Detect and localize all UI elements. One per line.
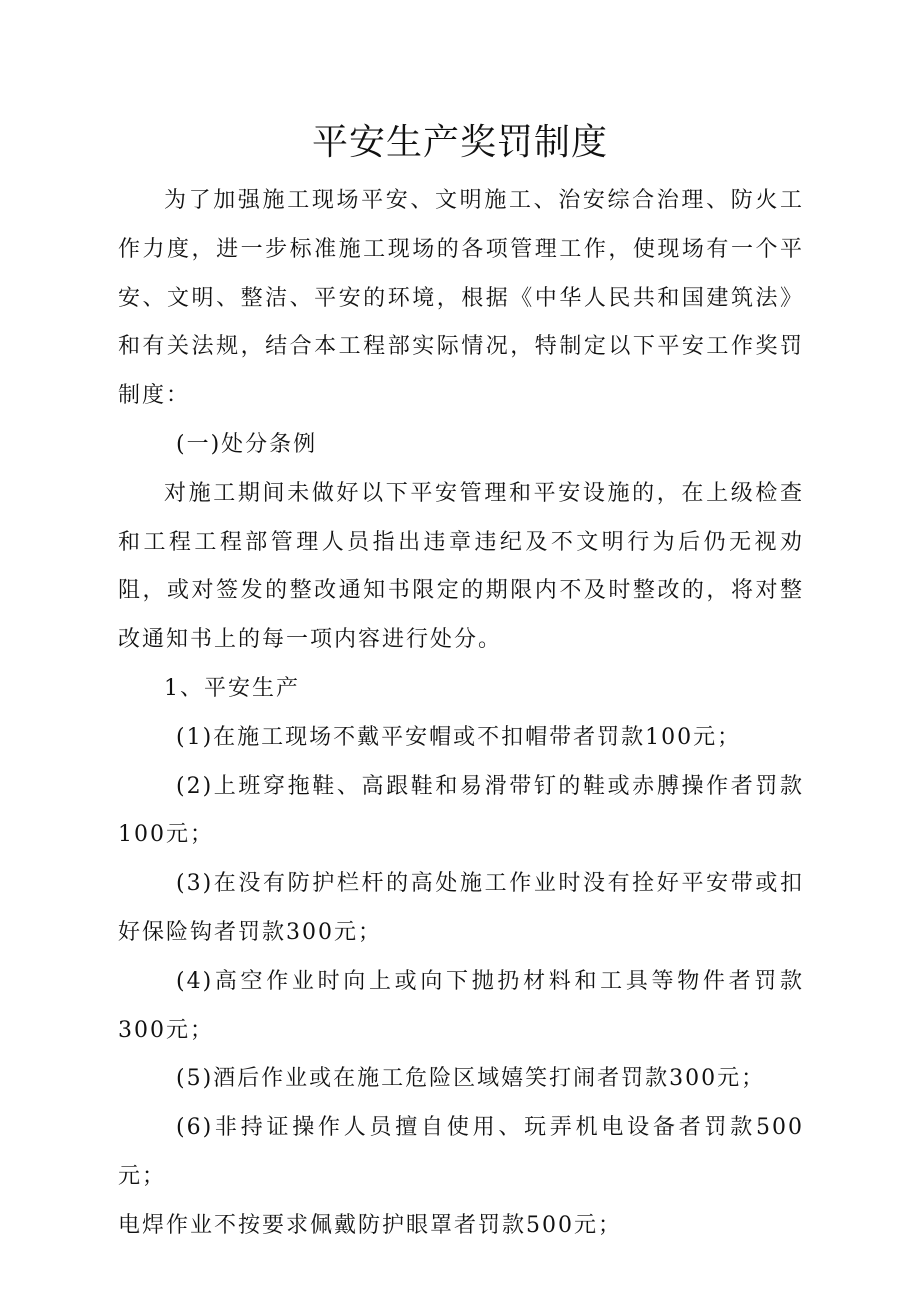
rule-item: (3)在没有防护栏杆的高处施工作业时没有拴好平安带或扣好保险钩者罚款300元； <box>118 871 804 945</box>
rule-item: (6)非持证操作人员擅自使用、玩弄机电设备者罚款500元； <box>118 1115 804 1189</box>
section-body-paragraph: 对施工期间未做好以下平安管理和平安设施的，在上级检查和工程工程部管理人员指出违章违纪及不文明行为后仍无视劝阻，或对签发的整改通知书限定的期限内不及时整改的，将对整改通知书上的每一项内容进行处分。 <box>118 480 804 653</box>
rule-item: (2)上班穿拖鞋、高跟鞋和易滑带钉的鞋或赤膊操作者罚款100元； <box>118 773 804 848</box>
intro-paragraph: 为了加强施工现场平安、文明施工、治安综合治理、防火工作力度，进一步标准施工现场的各项管理工作，使现场有一个平安、文明、整洁、平安的环境，根据《中华人民共和国建筑法》和有关法规，结合本工程部实际情况，特制定以下平安工作奖罚制度： <box>118 188 804 409</box>
section-heading: (一)处分条例 <box>176 431 318 457</box>
rule-item: (5)酒后作业或在施工危险区域嬉笑打闹者罚款300元； <box>176 1066 766 1092</box>
rule-item: (1)在施工现场不戴平安帽或不扣帽带者罚款100元； <box>176 724 742 750</box>
document-body <box>118 177 804 1251</box>
document-title: 平安生产奖罚制度 <box>311 122 608 163</box>
subsection-heading: 1、平安生产 <box>164 675 300 701</box>
trailing-line: 电焊作业不按要求佩戴防护眼罩者罚款500元； <box>118 1212 622 1238</box>
rule-item: (4)高空作业时向上或向下抛扔材料和工具等物件者罚款300元； <box>118 968 804 1043</box>
